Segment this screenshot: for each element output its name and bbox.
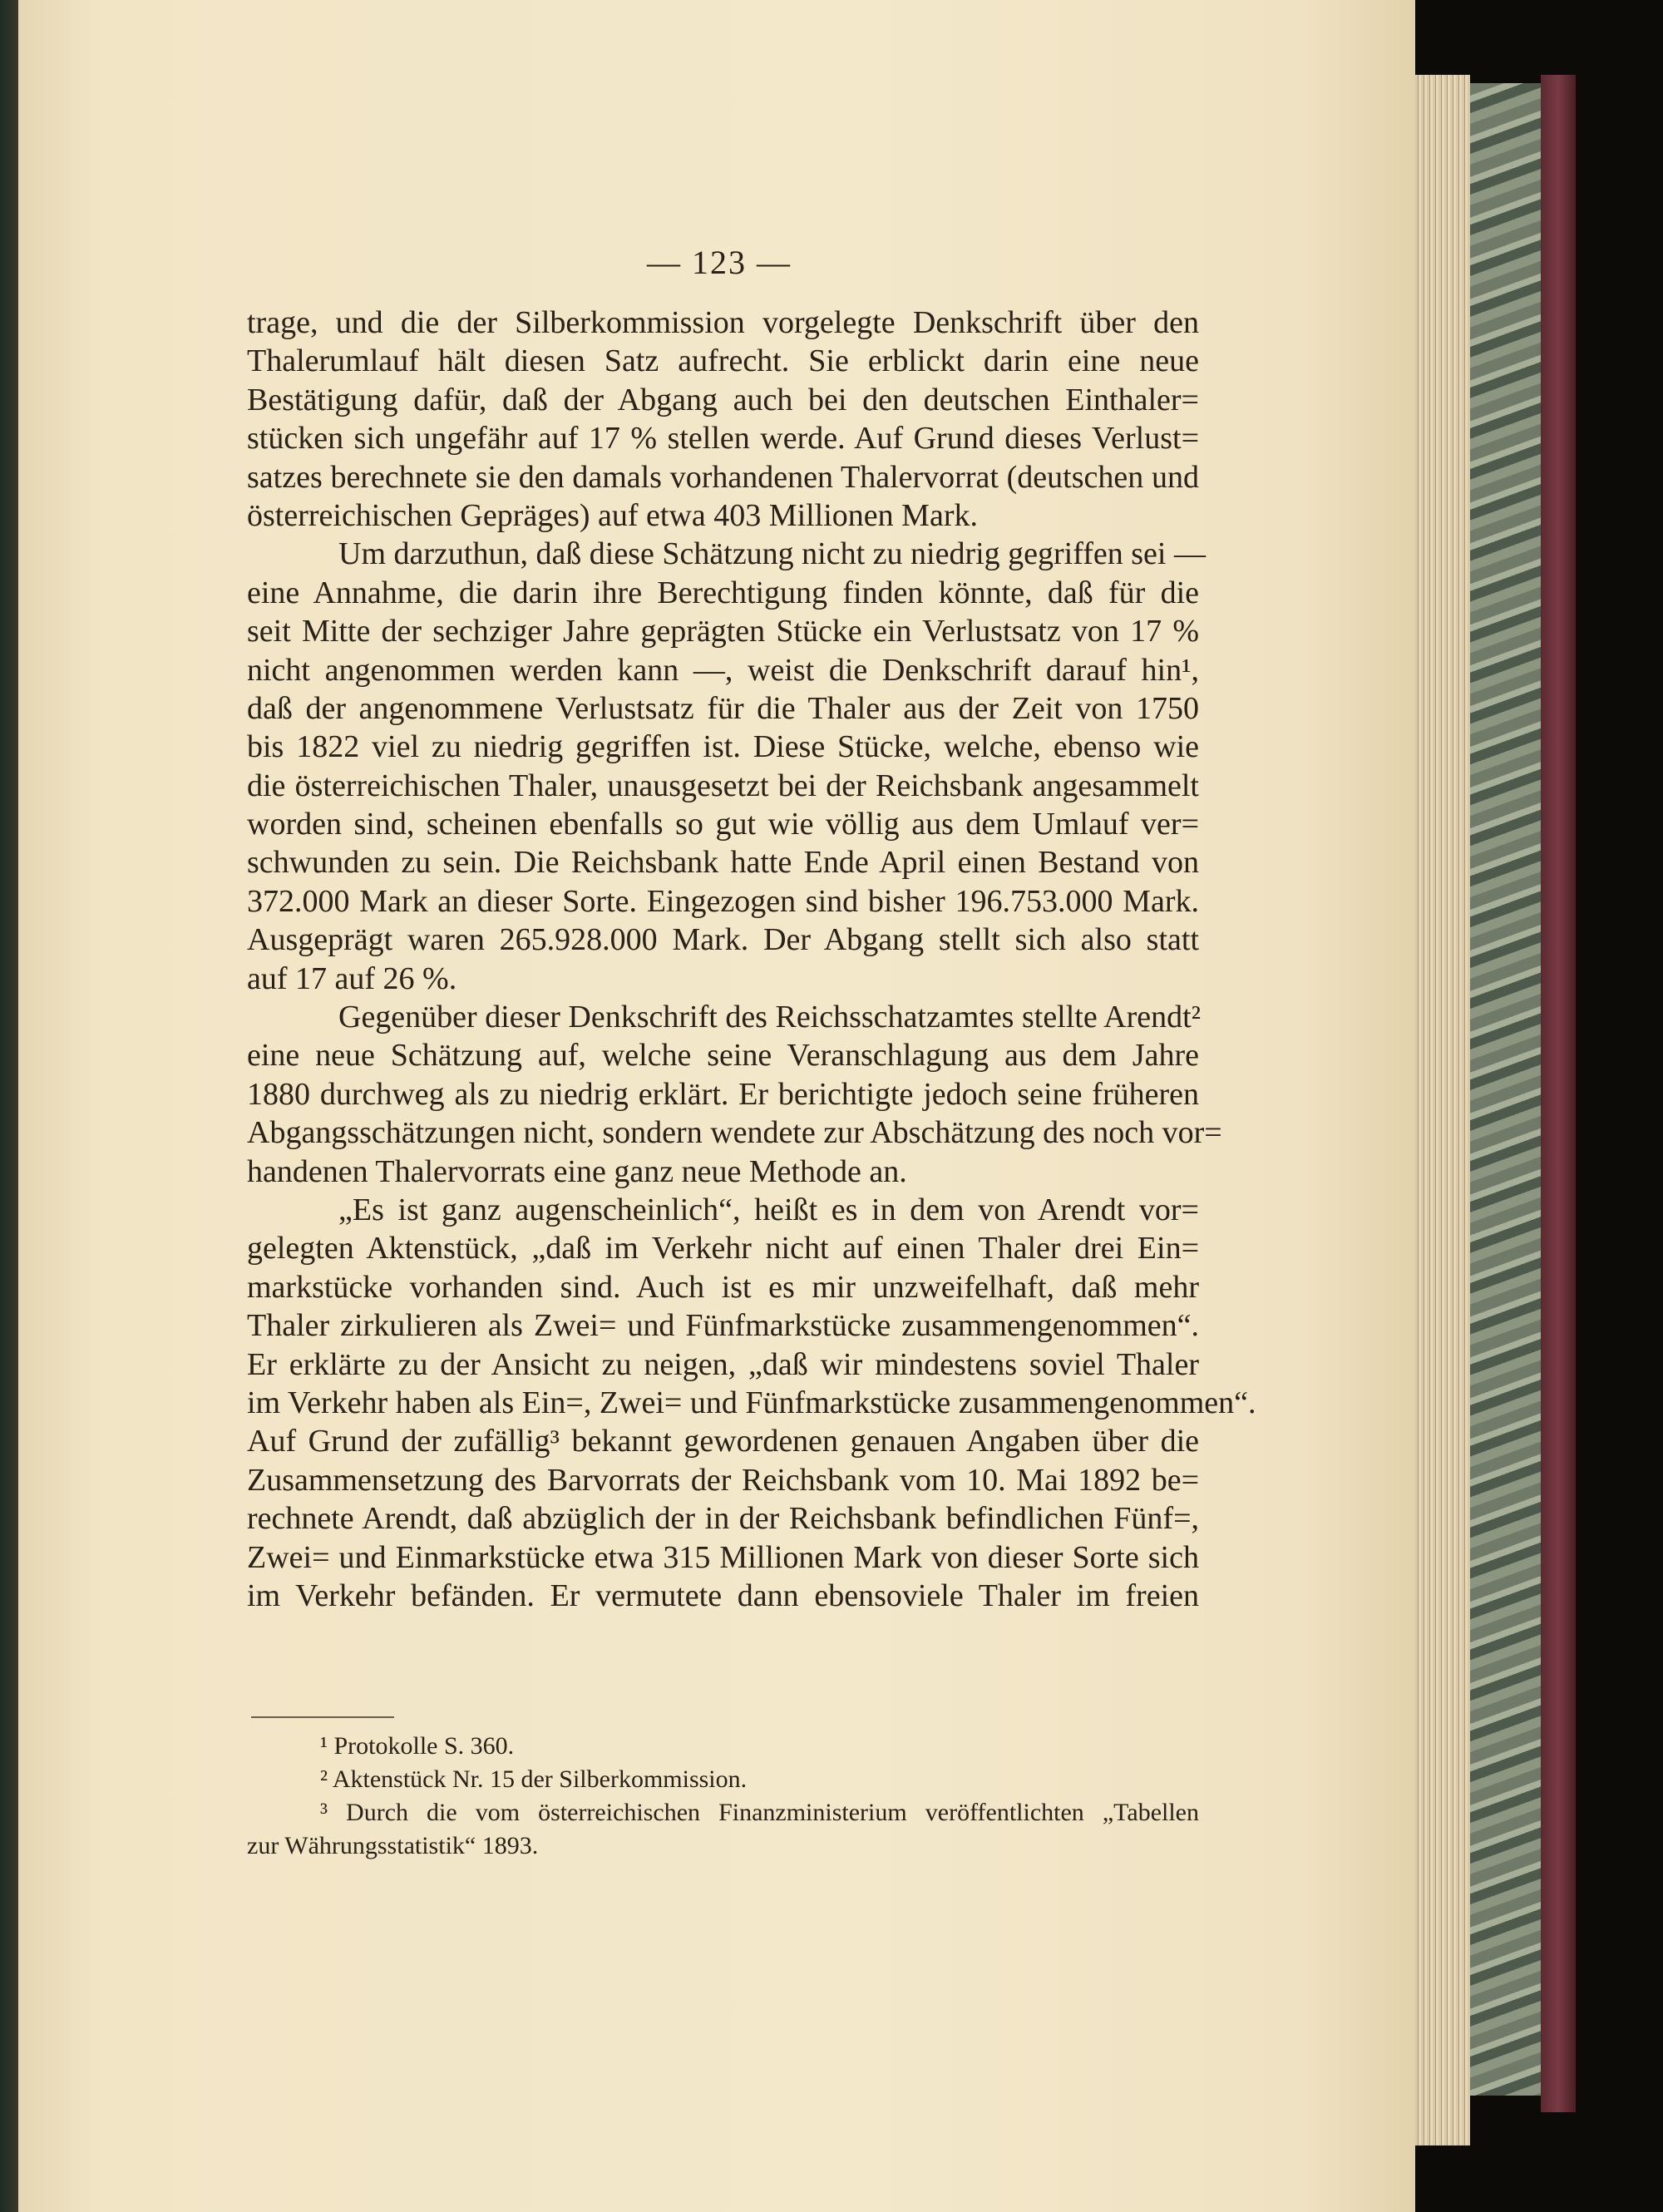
text-line: rechnete Arendt, daß abzüglich der in der Reichsbank befindlichen Fünf=, <box>247 1501 1199 1537</box>
page-number: — 123 — <box>647 244 792 281</box>
text-line: Zusammensetzung des Barvorrats der Reichsbank vom 10. Mai 1892 be= <box>247 1462 1199 1498</box>
text-line: eine Annahme, die darin ihre Berechtigung finden könnte, daß für die <box>247 575 1199 610</box>
text-line: die österreichischen Thaler, unausgesetzt bei der Reichsbank angesammelt <box>247 768 1199 803</box>
footnotes <box>247 1730 1199 1863</box>
text-line: im Verkehr haben als Ein=, Zwei= und Fünfmarkstücke zusammengenommen“. <box>247 1385 1256 1420</box>
text-line: Thalerumlauf hält diesen Satz aufrecht. Sie erblickt darin eine neue <box>247 343 1199 379</box>
text-line: stücken sich ungefähr auf 17 % stellen werde. Auf Grund dieses Verlust= <box>247 421 1199 457</box>
text-line: Er erklärte zu der Ansicht zu neigen, „daß wir mindestens soviel Thaler <box>247 1346 1199 1382</box>
text-line: Um darzuthun, daß diese Schätzung nicht zu niedrig gegriffen sei — <box>338 536 1206 572</box>
body-text <box>247 304 1256 1615</box>
marbled-cover <box>1470 83 1541 2096</box>
text-line: markstücke vorhanden sind. Auch ist es mir unzweifelhaft, daß mehr <box>247 1269 1199 1305</box>
text-line: nicht angenommen werden kann —, weist die Denkschrift darauf hin¹, <box>247 652 1199 688</box>
text-line: österreichischen Gepräges) auf etwa 403 Millionen Mark. <box>247 497 978 533</box>
text-line: Bestätigung dafür, daß der Abgang auch bei den deutschen Einthaler= <box>247 382 1199 417</box>
text-line: Abgangsschätzungen nicht, sondern wendete zur Abschätzung des noch vor= <box>247 1115 1222 1151</box>
text-line: eine neue Schätzung auf, welche seine Veranschlagung aus dem Jahre <box>247 1038 1199 1074</box>
footnote-line: ² Aktenstück Nr. 15 der Silberkommission. <box>320 1765 748 1793</box>
text-line: Auf Grund der zufällig³ bekannt gewordenen genauen Angaben über die <box>247 1424 1199 1459</box>
text-line: 1880 durchweg als zu niedrig erklärt. Er berichtigte jedoch seine früheren <box>247 1076 1199 1112</box>
text-line: Thaler zirkulieren als Zwei= und Fünfmarkstücke zusammengenommen“. <box>247 1308 1199 1344</box>
text-line: trage, und die der Silberkommission vorgelegte Denkschrift über den <box>247 305 1199 340</box>
text-line: bis 1822 viel zu niedrig gegriffen ist. Diese Stücke, welche, ebenso wie <box>247 729 1199 765</box>
text-line: seit Mitte der sechziger Jahre geprägten Stücke ein Verlustsatz von 17 % <box>247 614 1199 649</box>
text-line: Ausgeprägt waren 265.928.000 Mark. Der Abgang stellt sich also statt <box>247 922 1199 958</box>
text-line: schwunden zu sein. Die Reichsbank hatte Ende April einen Bestand von <box>247 845 1199 881</box>
footnote-line: ¹ Protokolle S. 360. <box>320 1732 515 1760</box>
text-line: gelegten Aktenstück, „daß im Verkehr nicht auf einen Thaler drei Ein= <box>247 1231 1199 1266</box>
text-line: „Es ist ganz augenscheinlich“, heißt es in dem von Arendt vor= <box>338 1192 1199 1227</box>
text-line: handenen Thalervorrats eine ganz neue Methode an. <box>247 1153 907 1189</box>
footnote-rule <box>251 1716 394 1718</box>
footnote-line: ³ Durch die vom österreichischen Finanzministerium veröffentlichten „Tabellen <box>320 1799 1199 1826</box>
text-line: worden sind, scheinen ebenfalls so gut wie völlig aus dem Umlauf ver= <box>247 807 1199 842</box>
text-line: daß der angenommene Verlustsatz für die Thaler aus der Zeit von 1750 <box>247 690 1199 726</box>
text-line: Gegenüber dieser Denkschrift des Reichsschatzamtes stellte Arendt² <box>338 1000 1202 1035</box>
text-line: 372.000 Mark an dieser Sorte. Eingezogen sind bisher 196.753.000 Mark. <box>247 883 1199 919</box>
footnote-line: zur Währungsstatistik“ 1893. <box>247 1832 539 1859</box>
page-edges <box>1415 75 1470 2145</box>
book-cover-left <box>0 0 18 2212</box>
text-line: Zwei= und Einmarkstücke etwa 315 Millionen Mark von dieser Sorte sich <box>247 1539 1199 1575</box>
text-line: auf 17 auf 26 %. <box>247 960 457 996</box>
text-line: im Verkehr befänden. Er vermutete dann ebensoviele Thaler im freien <box>247 1578 1199 1613</box>
book-binding <box>1541 75 1576 2112</box>
text-line: satzes berechnete sie den damals vorhandenen Thalervorrat (deutschen und <box>247 459 1199 495</box>
